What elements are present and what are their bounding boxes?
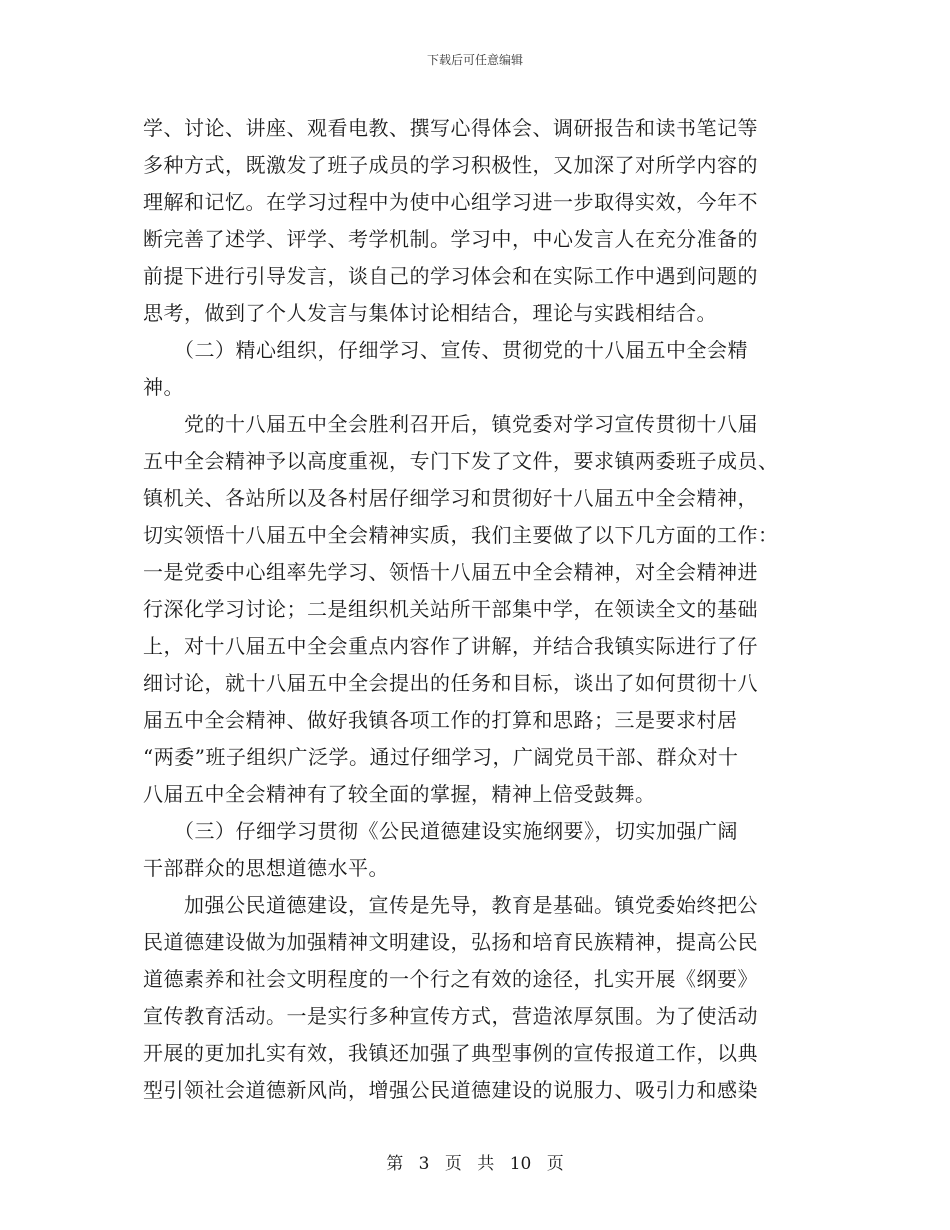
text-line: 理解和记忆。在学习过程中为使中心组学习进一步取得实效，今年不 (143, 190, 758, 214)
text-line: 镇机关、各站所以及各村居仔细学习和贯彻好十八届五中全会精神， (143, 486, 758, 510)
footer-total-unit: 页 (546, 1154, 564, 1174)
total-page-count: 10 (509, 1154, 532, 1174)
text-line: 细讨论，就十八届五中全会提出的任务和目标，谈出了如何贯彻十八 (143, 671, 758, 695)
section-heading-line: 神。 (143, 375, 184, 399)
text-line: 届五中全会精神、做好我镇各项工作的打算和思路；三是要求村居 (143, 708, 738, 732)
section-heading-line: （二）精心组织，仔细学习、宣传、贯彻党的十八届五中全会精 (143, 338, 748, 362)
footer-total-prefix: 共 (477, 1154, 495, 1174)
text-line: 民道德建设做为加强精神文明建设，弘扬和培育民族精神，提高公民 (143, 930, 758, 954)
text-line: 上，对十八届五中全会重点内容作了讲解，并结合我镇实际进行了仔 (143, 634, 758, 658)
text-line: 学、讨论、讲座、观看电教、撰写心得体会、调研报告和读书笔记等 (143, 116, 758, 140)
section-heading-line: （三）仔细学习贯彻《公民道德建设实施纲要》，切实加强广阔 (143, 819, 738, 843)
text-line: “两委”班子组织广泛学。通过仔细学习，广阔党员干部、群众对十 (143, 745, 739, 769)
text-line: 行深化学习讨论；二是组织机关站所干部集中学，在领读全文的基础 (143, 597, 758, 621)
footer-page-unit: 页 (444, 1154, 462, 1174)
page-footer (0, 1153, 950, 1175)
text-line: 加强公民道德建设，宣传是先导，教育是基础。镇党委始终把公 (143, 893, 758, 917)
text-line: 八届五中全会精神有了较全面的掌握，精神上倍受鼓舞。 (143, 782, 656, 806)
text-line: 道德素养和社会文明程度的一个行之有效的途径，扎实开展《纲要》 (143, 967, 758, 991)
text-line: 切实领悟十八届五中全会精神实质，我们主要做了以下几方面的工作： (143, 523, 779, 547)
text-line: 一是党委中心组率先学习、领悟十八届五中全会精神，对全会精神进 (143, 560, 758, 584)
text-line: 开展的更加扎实有效，我镇还加强了典型事例的宣传报道工作，以典 (143, 1041, 758, 1065)
text-line: 型引领社会道德新风尚，增强公民道德建设的说服力、吸引力和感染 (143, 1078, 758, 1102)
page-header (0, 52, 950, 68)
text-line: 党的十八届五中全会胜利召开后，镇党委对学习宣传贯彻十八届 (143, 412, 758, 436)
text-line: 思考，做到了个人发言与集体讨论相结合，理论与实践相结合。 (143, 301, 717, 325)
text-line: 五中全会精神予以高度重视，专门下发了文件，要求镇两委班子成员、 (143, 449, 779, 473)
footer-prefix: 第 (386, 1154, 404, 1174)
header-text: 下载后可任意编辑 (426, 53, 523, 67)
text-line: 宣传教育活动。一是实行多种宣传方式，营造浓厚氛围。为了使活动 (143, 1004, 758, 1028)
current-page-number: 3 (418, 1154, 430, 1174)
document-body (143, 110, 813, 1109)
section-heading-line: 干部群众的思想道德水平。 (143, 856, 389, 880)
text-line: 前提下进行引导发言，谈自己的学习体会和在实际工作中遇到问题的 (143, 264, 758, 288)
text-line: 多种方式，既激发了班子成员的学习积极性，又加深了对所学内容的 (143, 153, 758, 177)
text-line: 断完善了述学、评学、考学机制。学习中，中心发言人在充分准备的 (143, 227, 758, 251)
